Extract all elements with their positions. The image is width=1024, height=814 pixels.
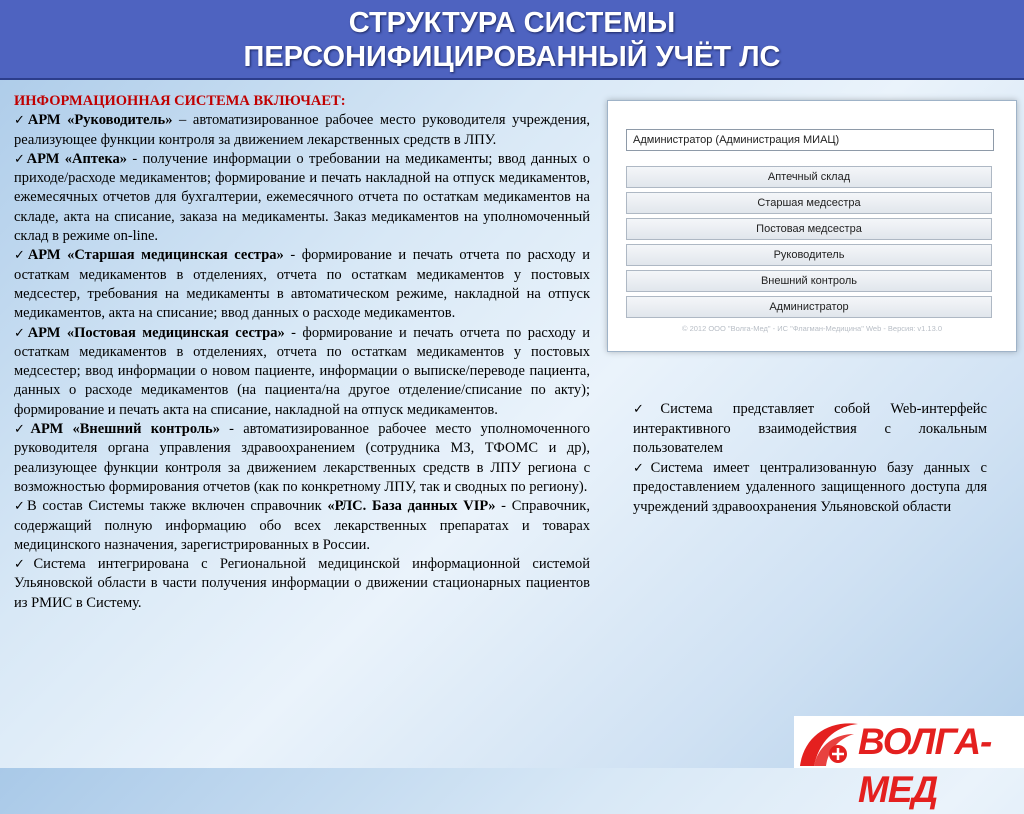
checkmark-icon: ✓ [14,151,27,167]
logo-swirl-icon [794,716,864,768]
components-heading: ИНФОРМАЦИОННАЯ СИСТЕМА ВКЛЮЧАЕТ: [14,93,346,109]
checkmark-icon: ✓ [14,325,28,341]
list-item [633,459,987,518]
title-line-2: ПЕРСОНИФИЦИРОВАННЫЙ УЧЁТ ЛС [243,41,781,73]
list-item [14,324,590,420]
item-text: В состав Системы также включен справочник [27,498,328,515]
checkmark-icon: ✓ [14,557,34,573]
list-item [14,246,590,323]
item-title: АРМ «Старшая медицинская сестра» [27,247,284,264]
item-text: – автоматизированное рабочее место руководителя учреждения, реализующее функции контроля за движением лекарственных средств в ЛПУ. [14,112,590,148]
checkmark-icon: ✓ [14,499,27,515]
external-control-button[interactable]: Внешний контроль [626,270,992,292]
list-item [14,111,590,150]
checkmark-icon: ✓ [633,460,651,476]
system-components-text [14,92,590,613]
item-text: - формирование и печать отчета по расходу и остаткам медикаментов в отделениях, отчета по остаткам медикаментов у постовых медсестер; ввод информации о новом пациенте, информации о выписке/переводе пациента, данных о расходе медикаментов (на пациента/на другое отделение/списание по акту); формирование и печать акта на списание, накладной на отпуск медикаментов. [14,324,590,418]
list-item [14,497,590,555]
manager-button[interactable]: Руководитель [626,244,992,266]
head-nurse-button[interactable]: Старшая медсестра [626,192,992,214]
system-features-text [633,400,987,517]
ward-nurse-button[interactable]: Постовая медсестра [626,218,992,240]
item-text: Система имеет централизованную базу данных с предоставлением удаленного защищенного доступа для учреждений здравоохранения Ульяновской области [633,459,987,515]
item-text: - автоматизированное рабочее место уполномоченного руководителя органа управления здравоохранением (сотрудника МЗ, ТФОМС и др), реализующее функции контроля за движением лекарственных средств в ЛПУ региона с возможностью формирования отчетов (как по конкретному ЛПУ, так и сводных по региону). [14,421,590,495]
item-text: - получение информации о требовании на медикаменты; ввод данных о приходе/расходе медикаментов; формирование и печать накладной на отпуск медикаментов, ежемесячных отчетов для бухгалтерии, ежемесячного отчета по остаткам медикаментов на складе, акта на списание, заказа на медикаменты. Заказ медикаментов на уполномоченный склад в режиме on-line. [14,150,590,245]
list-item [633,400,987,459]
volga-med-logo [794,716,1024,810]
logo-text: ВОЛГА-МЕД [858,721,992,810]
administrator-button[interactable]: Администратор [626,296,992,318]
item-title: «РЛС. База данных VIP» [327,498,496,515]
checkmark-icon: ✓ [14,113,28,129]
item-title: АРМ «Внешний контроль» [30,421,220,438]
copyright-text: © 2012 ООО "Волга-Мед" - ИС "Флагман-Медицина" Web - Версия: v1.13.0 [681,324,943,333]
role-select[interactable]: Администратор (Администрация МИАЦ) [626,129,994,151]
title-line-1: СТРУКТУРА СИСТЕМЫ [348,7,676,39]
item-text: Система представляет собой Web-интерфейс интерактивного взаимодействия с локальным пользователем [633,401,987,456]
item-text: Система интегрирована с Региональной медицинской информационной системой Ульяновской области в части получения информации о движении стационарных пациентов из РМИС в Систему. [14,556,590,611]
list-item [14,150,590,246]
item-title: АРМ «Аптека» [26,150,128,167]
slide-title [0,0,1024,80]
pharmacy-warehouse-button[interactable]: Аптечный склад [626,166,992,188]
item-text: - формирование и печать отчета по расходу и остаткам медикаментов в отделениях, отчета по остаткам медикаментов у постовых медсестер, требования на медикаменты в автоматическом режиме, накладной на отпуск медикаментов, акта на списание; ввод данных о расходе медикаментов. [14,247,590,322]
item-text: - Справочник, содержащий полную информацию обо всех лекарственных препаратах и товарах медицинского назначения, зарегистрированных в России. [14,498,590,553]
checkmark-icon: ✓ [14,422,31,438]
web-interface-screenshot [607,100,1017,352]
item-title: АРМ «Постовая медицинская сестра» [27,324,285,341]
checkmark-icon: ✓ [633,402,661,417]
checkmark-icon: ✓ [14,248,28,264]
list-item [14,420,590,497]
list-item [14,555,590,613]
item-title: АРМ «Руководитель» [27,112,173,129]
